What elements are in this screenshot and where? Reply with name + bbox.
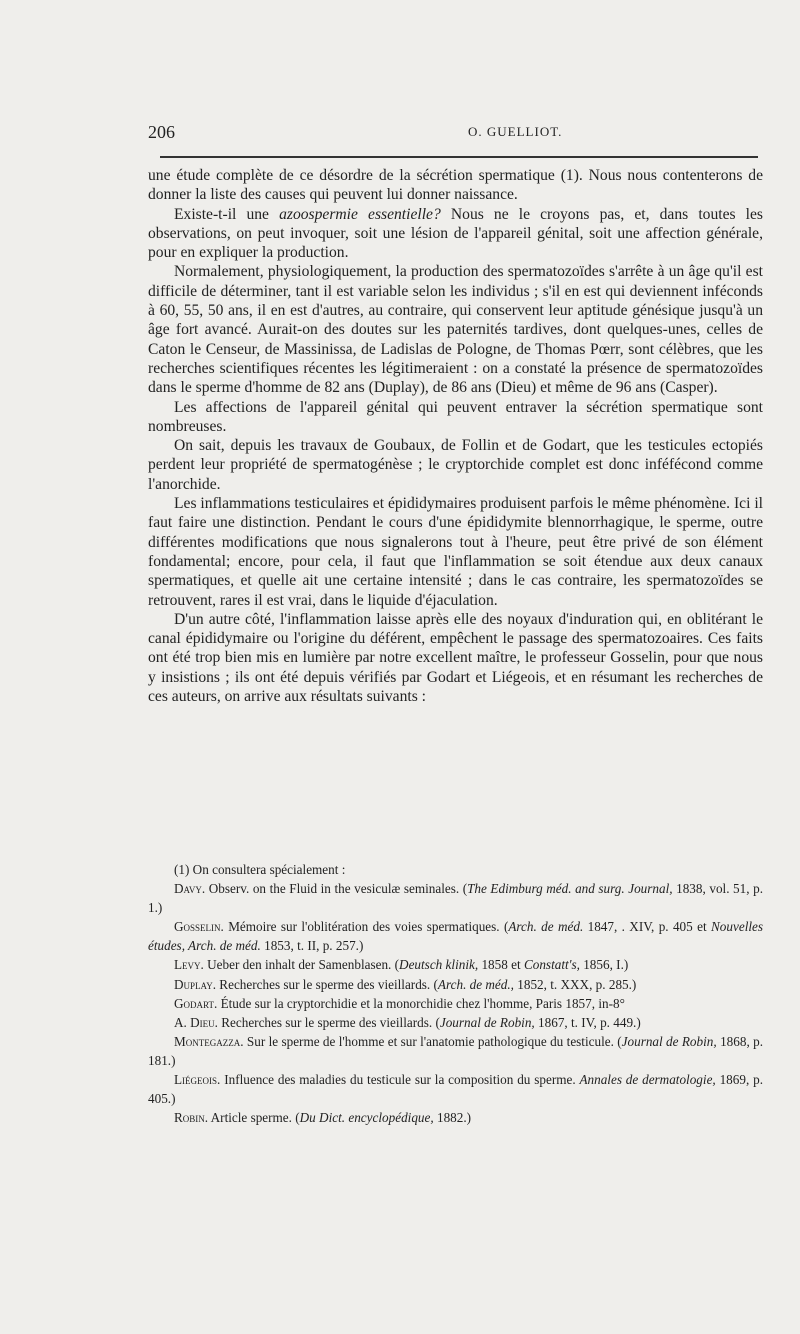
paragraph: D'un autre côté, l'inflammation laisse après elle des noyaux d'induration qui, en oblitérant le canal épididymaire ou l'origine du déférent, empêchent le passage des spermatozoaires. Ces faits ont été trop bien mis en lumière par notre excellent maître, le professeur Gosselin, pour que nous y insistions ; ils ont été depuis vérifiés par Godart et Liégeois, et en résumant les recherches de ces auteurs, on arrive aux résultats suivants : [148, 610, 763, 706]
footnote-item: Robin. Article sperme. (Du Dict. encyclopédique, 1882.) [174, 1110, 472, 1126]
footnotes [148, 860, 763, 1127]
footnote-item: Montegazza. Sur le sperme de l'homme et sur l'anatomie pathologique du testicule. (Journal de Robin, 1868, p. 181.) [148, 1033, 763, 1068]
footnote-item: A. Dieu. Recherches sur le sperme des vieillards. (Journal de Robin, 1867, t. IV, p. 449.) [174, 1014, 641, 1030]
footnote-item: Davy. Observ. on the Fluid in the vesiculæ seminales. (The Edimburg méd. and surg. Journal, 1838, vol. 51, p. 1.) [148, 881, 763, 916]
footnote-item: Duplay. Recherches sur le sperme des vieillards. (Arch. de méd., 1852, t. XXX, p. 285.) [174, 976, 637, 992]
footnote-item: Levy. Ueber den inhalt der Samenblasen. (Deutsch klinik, 1858 et Constatt's, 1856, I.) [174, 957, 629, 973]
paragraph: Existe-t-il une azoospermie essentielle? Nous ne le croyons pas, et, dans toutes les observations, on peut invoquer, soit une lésion de l'appareil génital, soit une affection générale, pour en expliquer la production. [148, 205, 763, 262]
footnote-item: Gosselin. Mémoire sur l'oblitération des voies spermatiques. (Arch. de méd. 1847, . XIV, p. 405 et Nouvelles études, Arch. de méd. 1853, t. II, p. 257.) [148, 919, 764, 954]
paragraph: Les inflammations testiculaires et épididymaires produisent parfois le même phénomène. Ici il faut faire une distinction. Pendant le cours d'une épididymite blennorrhagique, le sperme, outre différentes modifications que nous signalerons tout à l'heure, peut être privé de son élément fondamental; encore, pour cela, il faut que l'inflammation se soit étendue aux deux canaux spermatiques, et quelle ait une certaine intensité ; dans le cas contraire, les spermatozoïdes se retrouvent, rares il est vrai, dans le liquide d'éjaculation. [148, 495, 763, 609]
page-header [148, 122, 758, 144]
body-text [148, 166, 763, 706]
footnote-item: Godart. Étude sur la cryptorchidie et la monorchidie chez l'homme, Paris 1857, in-8° [174, 995, 625, 1011]
header-rule [160, 156, 758, 158]
paragraph: On sait, depuis les travaux de Goubaux, de Follin et de Godart, que les testicules ectopiés perdent leur propriété de spermatogénèse ; le cryptorchide complet est donc inféfécond comme l'anorchide. [148, 437, 763, 493]
paragraph: Normalement, physiologiquement, la production des spermatozoïdes s'arrête à un âge qu'il est difficile de déterminer, tant il est variable selon les individus ; s'il en est qui deviennent inféconds à 60, 55, 50 ans, il en est d'autres, au contraire, qui conservent leur aptitude génésique jusqu'à un âge fort avancé. Aurait-on des doutes sur les paternités tardives, dont quelques-unes, celles de Caton le Censeur, de Massinissa, de Ladislas de Pologne, de Thomas Pœrr, sont célèbres, que les recherches scientifiques récentes les légitimeraient : on a constaté la présence de spermatozoïdes dans le sperme d'homme de 82 ans (Duplay), de 86 ans (Dieu) et même de 96 ans (Casper). [148, 263, 763, 397]
page-number: 206 [148, 122, 175, 142]
paragraph: Les affections de l'appareil génital qui peuvent entraver la sécrétion spermatique sont nombreuses. [148, 398, 763, 435]
paragraph: une étude complète de ce désordre de la sécrétion spermatique (1). Nous nous contenterons de donner la liste des causes qui peuvent lui donner naissance. [148, 167, 763, 204]
running-head: O. GUELLIOT. [468, 124, 563, 139]
footnote-intro: (1) On consultera spécialement : [174, 862, 346, 877]
footnote-item: Liégeois. Influence des maladies du testicule sur la composition du sperme. Annales de dermatologie, 1869, p. 405.) [148, 1072, 763, 1107]
